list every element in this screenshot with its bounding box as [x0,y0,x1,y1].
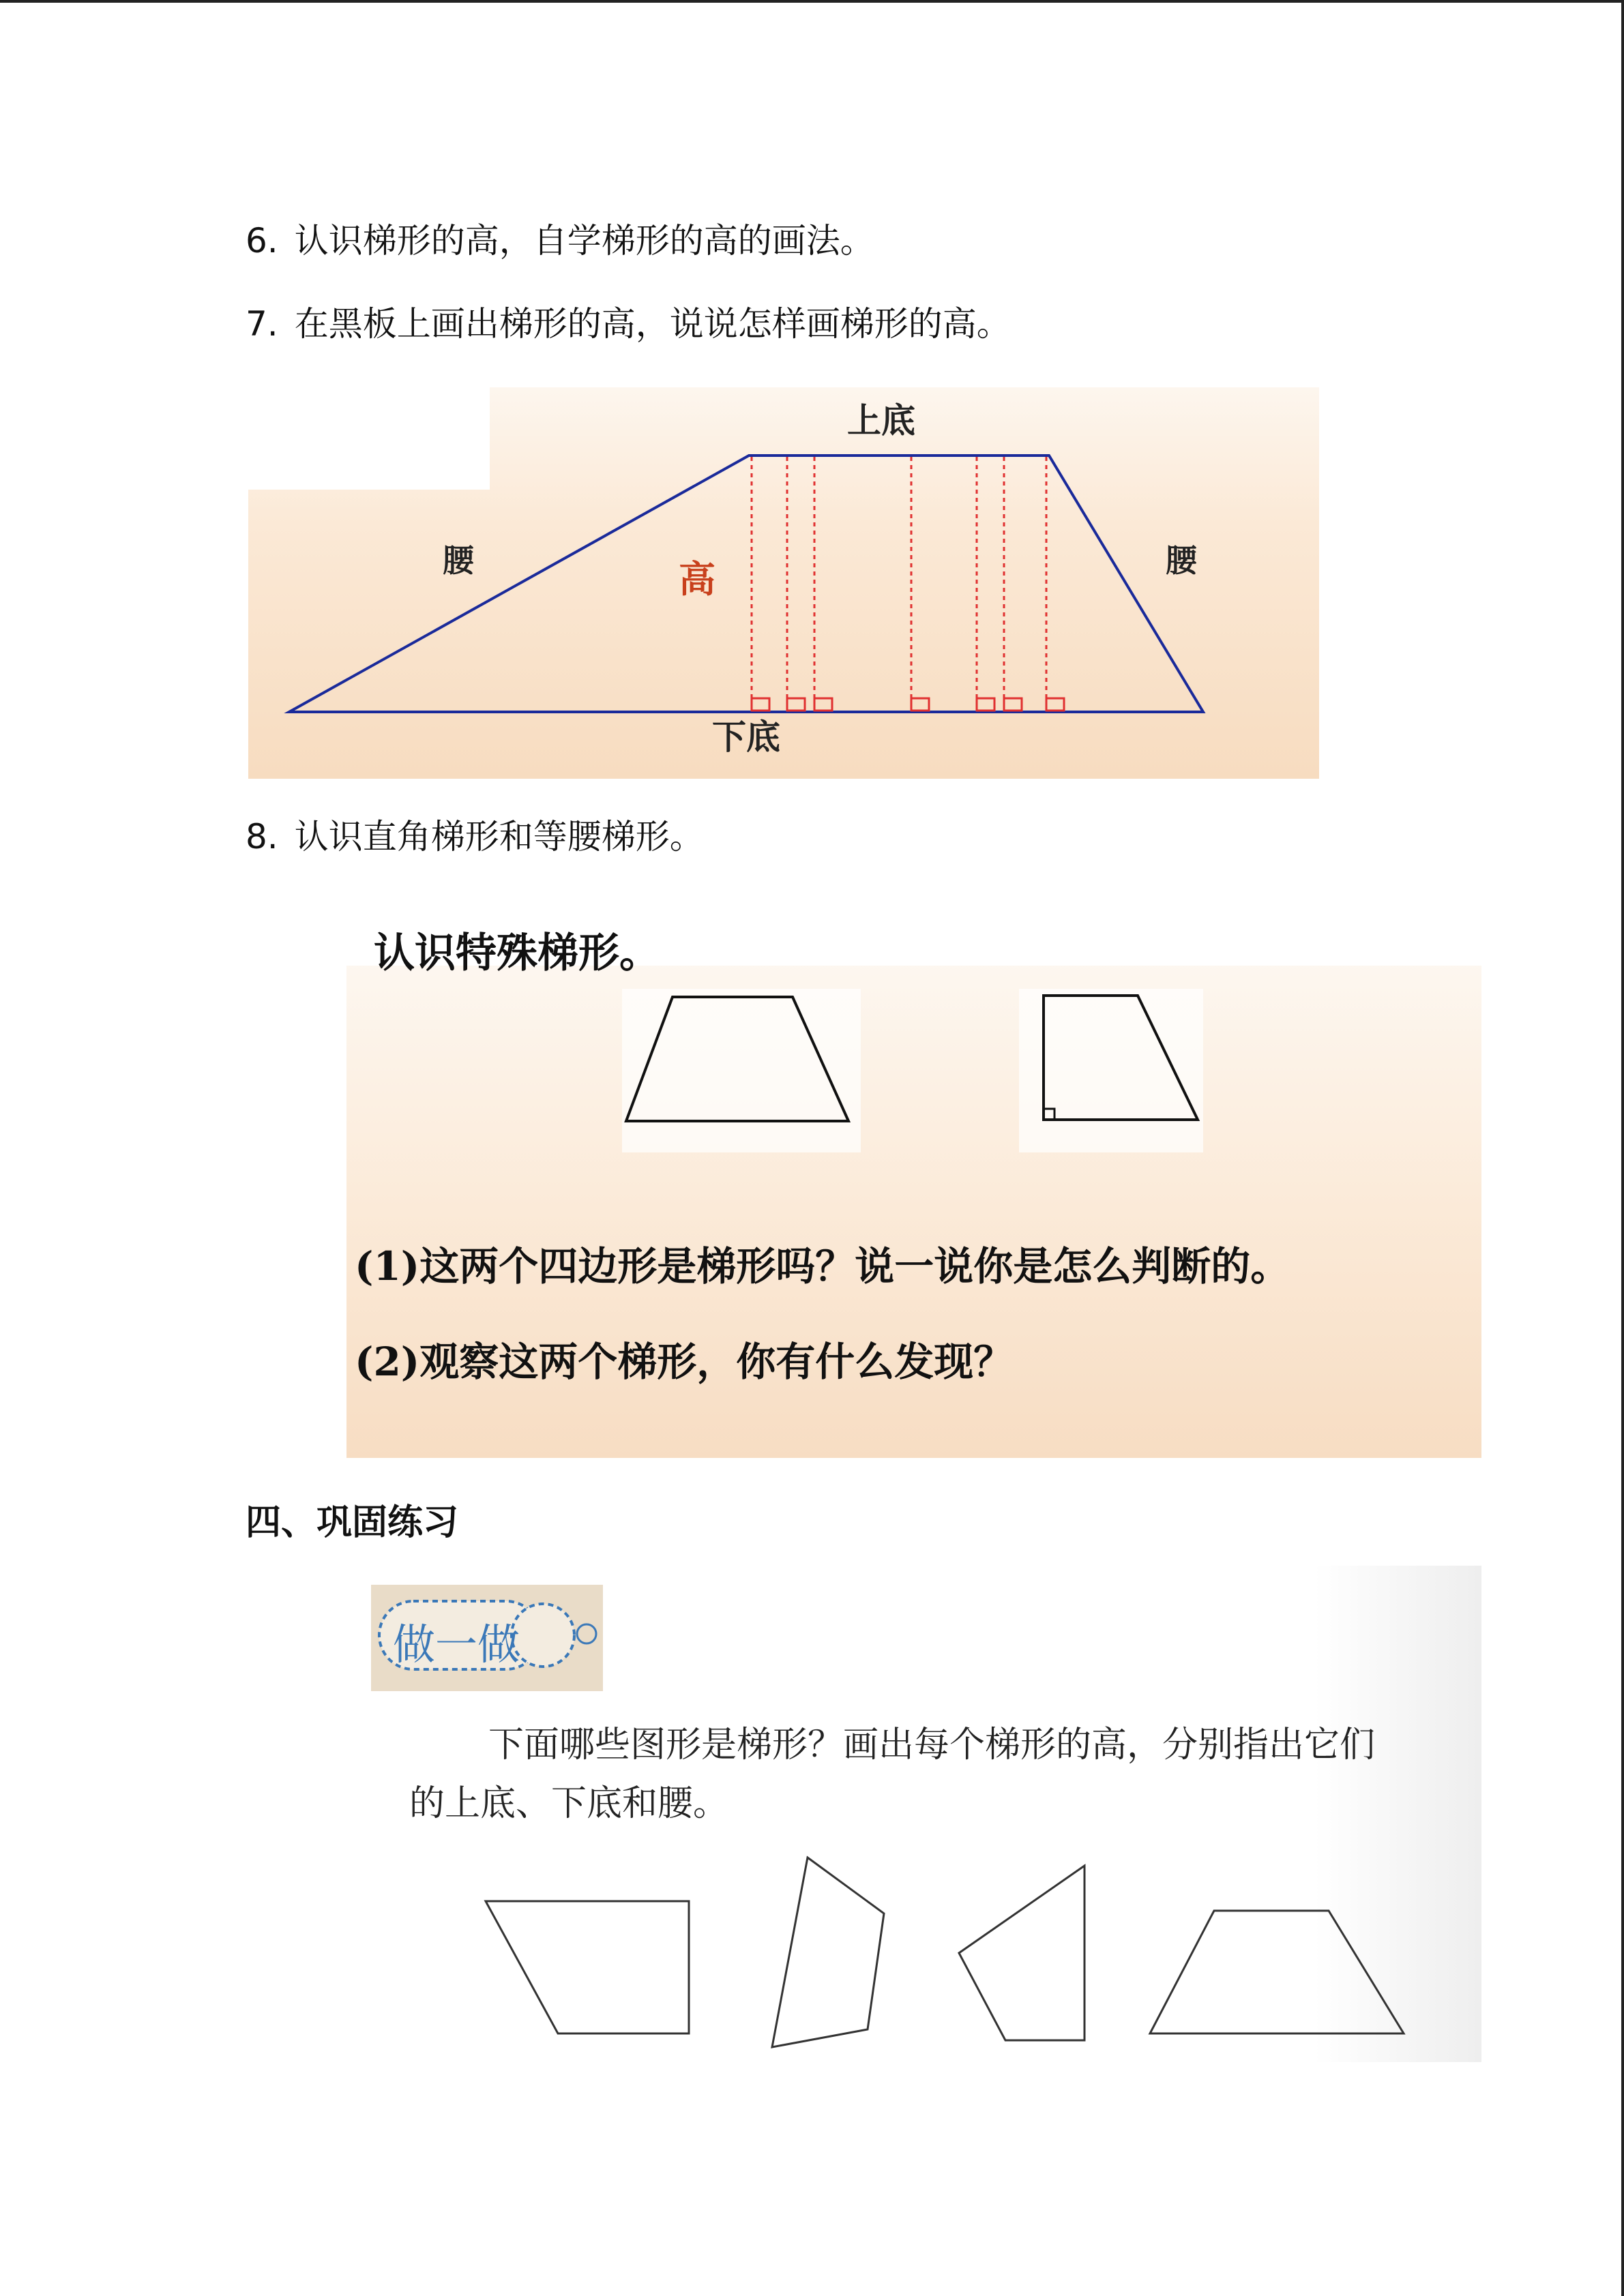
left-leg-label: 腰 [443,542,474,579]
exercise-line-2: 的上底、下底和腰。 [409,1783,729,1824]
item-number: 6. [246,221,278,260]
page-border [1621,0,1624,2296]
bottom-base-label: 下底 [712,717,780,757]
page-border [0,0,1624,3]
list-item-7 [246,300,1011,348]
right-leg-label: 腰 [1166,542,1197,579]
question-1: (1)这两个四边形是梯形吗？说一说你是怎么判断的。 [355,1243,1290,1289]
section-heading: 四、巩固练习 [246,1502,459,1543]
item-text: 认识直角梯形和等腰梯形。 [294,817,704,856]
item-text: 认识梯形的高，自学梯形的高的画法。 [294,221,874,260]
list-item-6 [246,217,874,265]
item-text: 在黑板上画出梯形的高，说说怎样画梯形的高。 [294,304,1011,344]
badge-label: 做一做 [393,1620,520,1669]
height-label: 高 [679,557,715,601]
exercise-line-1: 下面哪些图形是梯形？画出每个梯形的高，分别指出它们 [488,1725,1376,1765]
list-item-8 [246,813,704,861]
item-number: 7. [246,304,278,344]
question-2: (2)观察这两个梯形，你有什么发现？ [355,1339,1014,1385]
special-trapezoids-figure [346,900,1481,1458]
exercise-figure [368,1566,1481,2062]
figure-title: 认识特殊梯形。 [374,929,660,977]
top-base-label: 上底 [847,400,915,441]
item-number: 8. [246,817,278,856]
trapezoid-height-figure [248,387,1319,779]
